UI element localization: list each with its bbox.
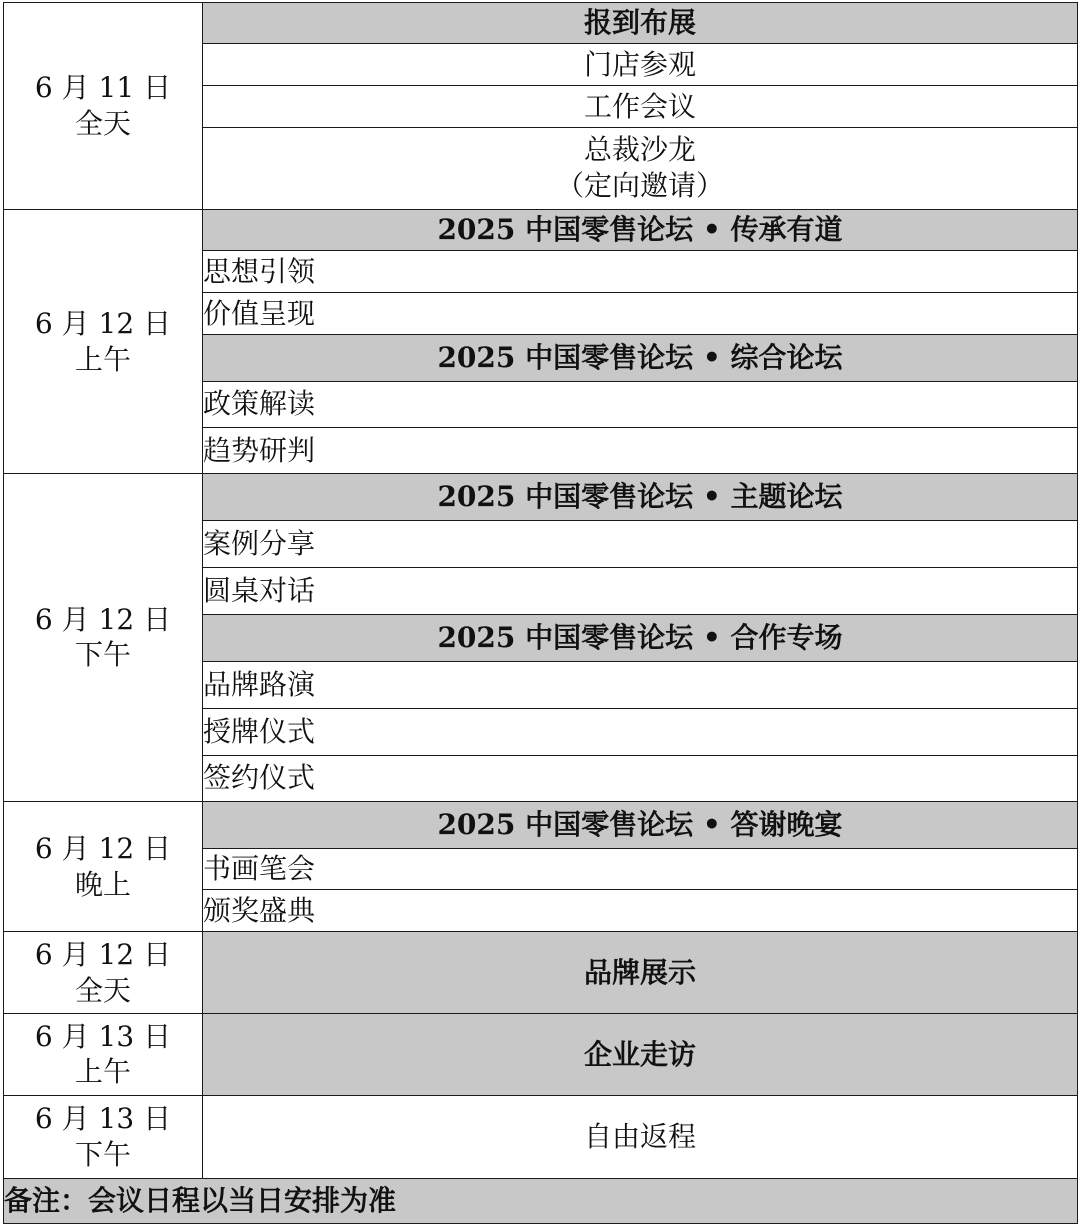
agenda-item-label: 价值呈现 — [203, 296, 316, 330]
date-label: 6 月 12 日 — [34, 306, 172, 340]
note-text: 备注：会议日程以当日安排为准 — [4, 1178, 1078, 1223]
agenda-table — [3, 2, 1078, 1224]
date-cell — [4, 474, 203, 802]
session-header — [203, 209, 1078, 250]
agenda-item-label: 案例分享 — [203, 527, 316, 561]
period-label: 全天 — [74, 106, 131, 140]
session-header — [203, 474, 1078, 521]
agenda-item — [203, 521, 1078, 567]
agenda-item-label: 工作会议 — [583, 89, 696, 123]
agenda-item-label: 品牌展示 — [583, 955, 696, 989]
date-label: 6 月 12 日 — [34, 602, 172, 636]
session-header — [203, 1013, 1078, 1095]
agenda-row — [4, 1013, 1078, 1095]
date-label: 6 月 11 日 — [34, 71, 172, 105]
agenda-item-label: 2025 中国零售论坛 • 主题论坛 — [437, 480, 843, 514]
session-header — [203, 801, 1078, 848]
agenda-item — [203, 44, 1078, 86]
agenda-item — [203, 293, 1078, 334]
agenda-item-label: 2025 中国零售论坛 • 综合论坛 — [437, 340, 843, 374]
date-label: 6 月 13 日 — [34, 1019, 172, 1053]
period-label: 上午 — [74, 1055, 131, 1089]
agenda-item — [203, 755, 1078, 801]
agenda-item-label: 趋势研判 — [203, 433, 316, 467]
agenda-item-label: 政策解读 — [203, 387, 316, 421]
agenda-item-label: 2025 中国零售论坛 • 合作专场 — [437, 621, 843, 655]
agenda-row — [4, 932, 1078, 1013]
agenda-item-label: 思想引领 — [203, 254, 316, 288]
agenda-row — [4, 1096, 1078, 1178]
agenda-item-label: 总裁沙龙 — [583, 133, 696, 167]
period-label: 下午 — [74, 1137, 131, 1171]
agenda-item-label: 企业走访 — [583, 1037, 696, 1071]
agenda-item-label: 品牌路演 — [203, 668, 316, 702]
agenda-item-label: 圆桌对话 — [203, 573, 316, 607]
agenda-item-label: 2025 中国零售论坛 • 答谢晚宴 — [437, 807, 843, 841]
agenda-body — [4, 3, 1078, 1224]
date-cell — [4, 3, 203, 210]
agenda-item-label: 2025 中国零售论坛 • 传承有道 — [437, 213, 843, 247]
period-label: 下午 — [74, 638, 131, 672]
agenda-item-label: 授牌仪式 — [203, 714, 316, 748]
agenda-item — [203, 662, 1078, 709]
date-cell — [4, 932, 203, 1013]
agenda-item-sublabel: （定向邀请） — [555, 169, 724, 203]
agenda-item — [203, 567, 1078, 614]
period-label: 全天 — [74, 973, 131, 1007]
period-label: 晚上 — [74, 867, 131, 901]
agenda-item-label: 签约仪式 — [203, 761, 316, 795]
agenda-item — [203, 848, 1078, 889]
date-cell — [4, 801, 203, 932]
agenda-row — [4, 801, 1078, 848]
agenda-item — [203, 1096, 1078, 1178]
agenda-item — [203, 86, 1078, 127]
session-header — [203, 3, 1078, 44]
session-header — [203, 614, 1078, 661]
period-label: 上午 — [74, 342, 131, 376]
date-cell — [4, 209, 203, 473]
agenda-item-label: 自由返程 — [583, 1119, 696, 1153]
agenda-item-label: 书画笔会 — [203, 852, 316, 886]
note-row — [4, 1178, 1078, 1223]
session-header — [203, 932, 1078, 1013]
agenda-item — [203, 127, 1078, 209]
date-cell — [4, 1013, 203, 1095]
agenda-row — [4, 474, 1078, 521]
agenda-item — [203, 251, 1078, 293]
date-cell — [4, 1096, 203, 1178]
date-label: 6 月 13 日 — [34, 1101, 172, 1135]
date-label: 6 月 12 日 — [34, 831, 172, 865]
agenda-row — [4, 209, 1078, 250]
agenda-item — [203, 890, 1078, 932]
session-header — [203, 334, 1078, 381]
agenda-row — [4, 3, 1078, 44]
agenda-item-label: 颁奖盛典 — [203, 893, 316, 927]
agenda-item-label: 门店参观 — [583, 47, 696, 81]
date-label: 6 月 12 日 — [34, 937, 172, 971]
agenda-item — [203, 381, 1078, 427]
agenda-item — [203, 709, 1078, 755]
agenda-item — [203, 427, 1078, 473]
agenda-item-label: 报到布展 — [583, 6, 696, 40]
